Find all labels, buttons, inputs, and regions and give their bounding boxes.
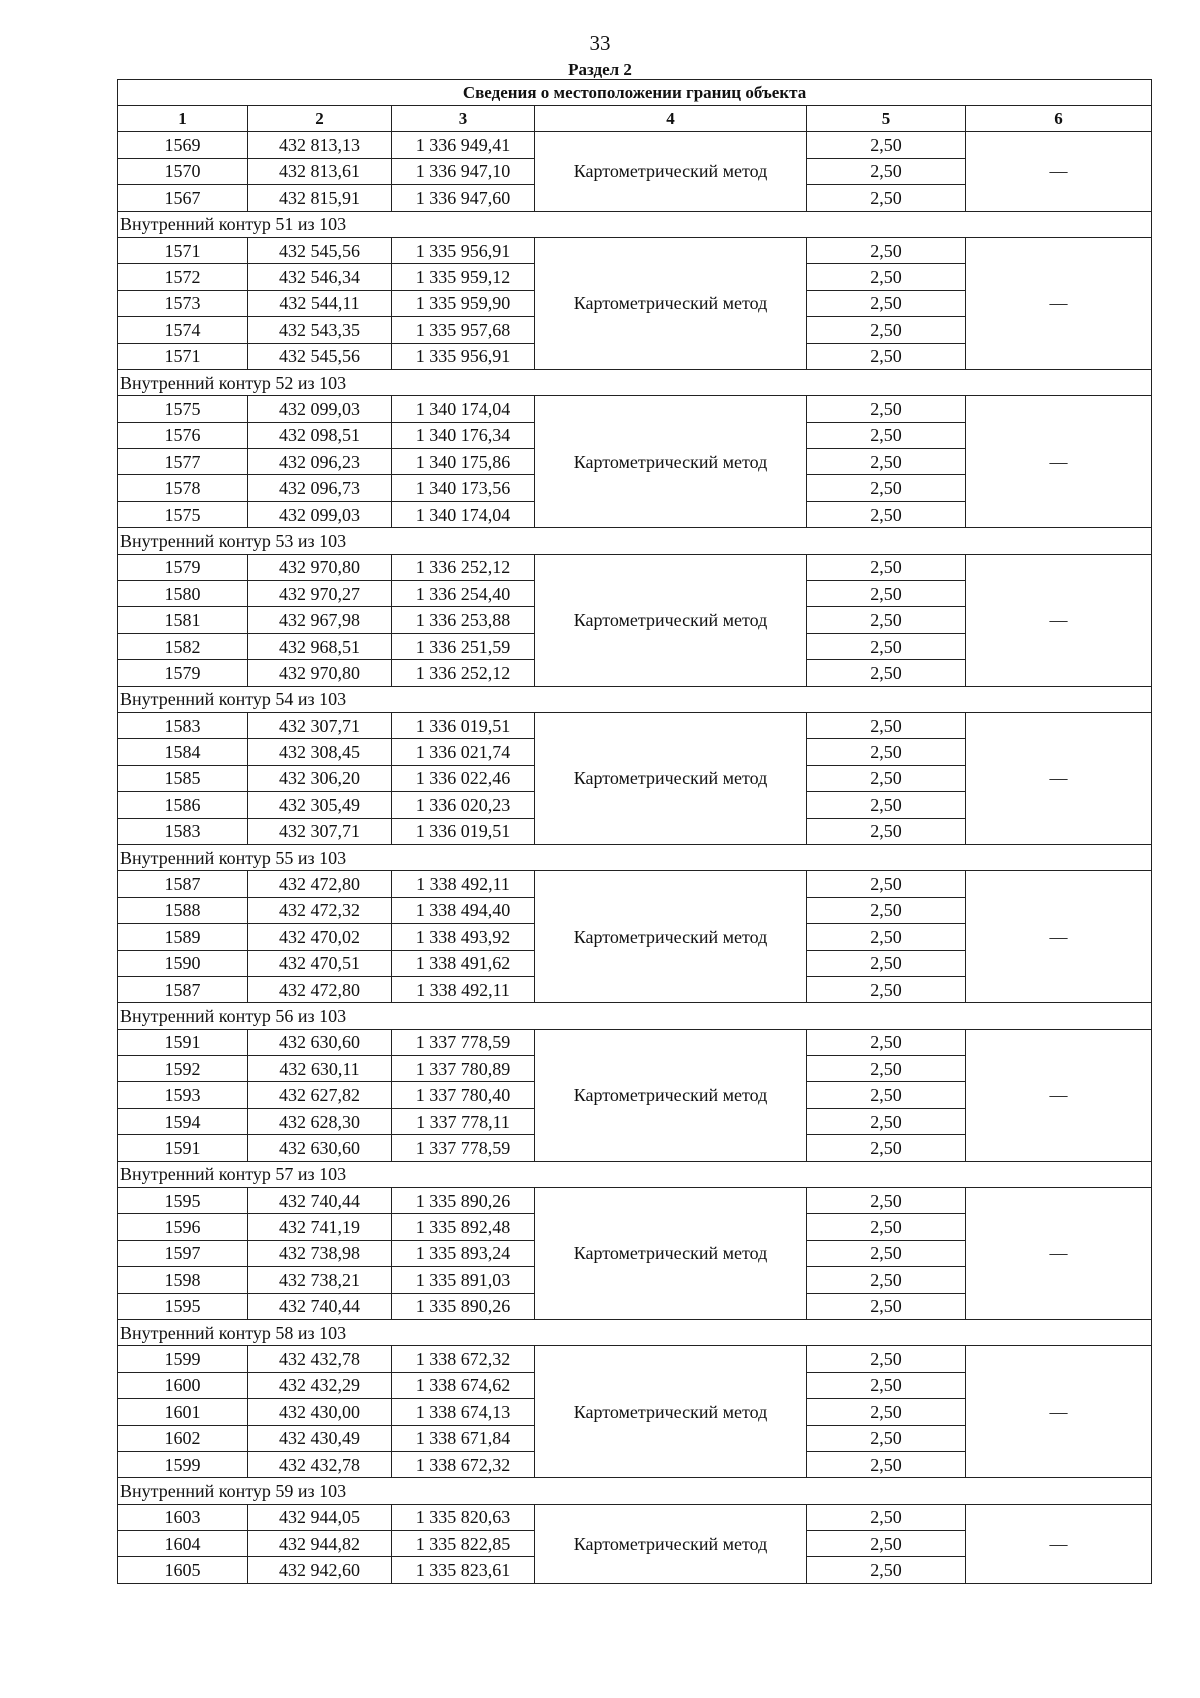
contour-row [118,844,1152,870]
x-coordinate-cell: 432 470,02 [248,924,392,950]
method-cell: Картометрический метод [535,1029,807,1161]
point-number-cell: 1599 [118,1451,248,1477]
accuracy-cell: 2,50 [807,554,966,580]
accuracy-cell: 2,50 [807,343,966,369]
y-coordinate-cell: 1 336 252,12 [392,554,535,580]
accuracy-cell: 2,50 [807,449,966,475]
x-coordinate-cell: 432 306,20 [248,765,392,791]
table-row [118,712,1152,738]
y-coordinate-cell: 1 338 672,32 [392,1346,535,1372]
contour-row [118,369,1152,395]
contour-label: Внутренний контур 56 из 103 [118,1003,1152,1029]
column-header: 4 [535,106,807,132]
table-row [118,1504,1152,1530]
contour-row [118,1003,1152,1029]
point-number-cell: 1599 [118,1346,248,1372]
accuracy-cell: 2,50 [807,1531,966,1557]
point-number-cell: 1592 [118,1056,248,1082]
point-number-cell: 1594 [118,1108,248,1134]
point-number-cell: 1577 [118,449,248,475]
y-coordinate-cell: 1 340 174,04 [392,501,535,527]
point-number-cell: 1574 [118,317,248,343]
point-number-cell: 1589 [118,924,248,950]
contour-label: Внутренний контур 54 из 103 [118,686,1152,712]
x-coordinate-cell: 432 545,56 [248,343,392,369]
x-coordinate-cell: 432 740,44 [248,1293,392,1319]
x-coordinate-cell: 432 307,71 [248,818,392,844]
point-number-cell: 1587 [118,976,248,1002]
accuracy-cell: 2,50 [807,1346,966,1372]
point-number-cell: 1591 [118,1135,248,1161]
x-coordinate-cell: 432 968,51 [248,633,392,659]
x-coordinate-cell: 432 308,45 [248,739,392,765]
table-row [118,1346,1152,1372]
point-number-cell: 1588 [118,897,248,923]
accuracy-cell: 2,50 [807,132,966,158]
column-header: 2 [248,106,392,132]
accuracy-cell: 2,50 [807,1504,966,1530]
y-coordinate-cell: 1 338 492,11 [392,871,535,897]
accuracy-cell: 2,50 [807,1240,966,1266]
y-coordinate-cell: 1 338 492,11 [392,976,535,1002]
contour-label: Внутренний контур 58 из 103 [118,1319,1152,1345]
accuracy-cell: 2,50 [807,1557,966,1584]
page-number: 33 [589,31,611,55]
point-number-cell: 1602 [118,1425,248,1451]
x-coordinate-cell: 432 944,82 [248,1531,392,1557]
accuracy-cell: 2,50 [807,1399,966,1425]
point-number-cell: 1596 [118,1214,248,1240]
column-6-cell: — [966,1029,1152,1161]
point-number-cell: 1572 [118,264,248,290]
y-coordinate-cell: 1 337 778,59 [392,1135,535,1161]
contour-row [118,1161,1152,1187]
y-coordinate-cell: 1 335 957,68 [392,317,535,343]
table-row [118,554,1152,580]
accuracy-cell: 2,50 [807,1214,966,1240]
method-cell: Картометрический метод [535,396,807,528]
table-row [118,132,1152,158]
y-coordinate-cell: 1 335 956,91 [392,343,535,369]
y-coordinate-cell: 1 335 893,24 [392,1240,535,1266]
accuracy-cell: 2,50 [807,1293,966,1319]
contour-label: Внутренний контур 53 из 103 [118,528,1152,554]
accuracy-cell: 2,50 [807,1425,966,1451]
accuracy-cell: 2,50 [807,818,966,844]
x-coordinate-cell: 432 098,51 [248,422,392,448]
accuracy-cell: 2,50 [807,581,966,607]
table-title: Сведения о местоположении границ объекта [118,80,1152,106]
point-number-cell: 1571 [118,343,248,369]
x-coordinate-cell: 432 096,23 [248,449,392,475]
accuracy-cell: 2,50 [807,712,966,738]
table-title-row [118,80,1152,106]
y-coordinate-cell: 1 335 822,85 [392,1531,535,1557]
x-coordinate-cell: 432 630,11 [248,1056,392,1082]
point-number-cell: 1583 [118,818,248,844]
y-coordinate-cell: 1 340 173,56 [392,475,535,501]
x-coordinate-cell: 432 627,82 [248,1082,392,1108]
method-cell: Картометрический метод [535,132,807,211]
y-coordinate-cell: 1 335 959,90 [392,290,535,316]
y-coordinate-cell: 1 336 022,46 [392,765,535,791]
point-number-cell: 1587 [118,871,248,897]
table-body [118,132,1152,1584]
column-6-cell: — [966,1188,1152,1320]
table-row [118,396,1152,422]
column-6-cell: — [966,132,1152,211]
table-row [118,1188,1152,1214]
point-number-cell: 1567 [118,185,248,211]
accuracy-cell: 2,50 [807,1082,966,1108]
x-coordinate-cell: 432 970,27 [248,581,392,607]
point-number-cell: 1575 [118,396,248,422]
accuracy-cell: 2,50 [807,396,966,422]
table-row [118,871,1152,897]
accuracy-cell: 2,50 [807,607,966,633]
y-coordinate-cell: 1 335 890,26 [392,1293,535,1319]
x-coordinate-cell: 432 970,80 [248,554,392,580]
y-coordinate-cell: 1 335 956,91 [392,237,535,263]
column-6-cell: — [966,712,1152,844]
y-coordinate-cell: 1 337 778,11 [392,1108,535,1134]
accuracy-cell: 2,50 [807,765,966,791]
column-header-row [118,106,1152,132]
contour-row [118,1319,1152,1345]
x-coordinate-cell: 432 545,56 [248,237,392,263]
column-6-cell: — [966,1504,1152,1584]
accuracy-cell: 2,50 [807,475,966,501]
accuracy-cell: 2,50 [807,924,966,950]
y-coordinate-cell: 1 338 494,40 [392,897,535,923]
method-cell: Картометрический метод [535,1346,807,1478]
point-number-cell: 1583 [118,712,248,738]
y-coordinate-cell: 1 338 493,92 [392,924,535,950]
accuracy-cell: 2,50 [807,950,966,976]
contour-row [118,528,1152,554]
accuracy-cell: 2,50 [807,501,966,527]
column-header: 5 [807,106,966,132]
x-coordinate-cell: 432 430,49 [248,1425,392,1451]
column-6-cell: — [966,554,1152,686]
y-coordinate-cell: 1 336 019,51 [392,712,535,738]
x-coordinate-cell: 432 096,73 [248,475,392,501]
point-number-cell: 1585 [118,765,248,791]
accuracy-cell: 2,50 [807,185,966,211]
x-coordinate-cell: 432 942,60 [248,1557,392,1584]
point-number-cell: 1593 [118,1082,248,1108]
x-coordinate-cell: 432 740,44 [248,1188,392,1214]
y-coordinate-cell: 1 336 254,40 [392,581,535,607]
contour-label: Внутренний контур 59 из 103 [118,1478,1152,1504]
method-cell: Картометрический метод [535,712,807,844]
accuracy-cell: 2,50 [807,871,966,897]
point-number-cell: 1578 [118,475,248,501]
method-cell: Картометрический метод [535,871,807,1003]
x-coordinate-cell: 432 741,19 [248,1214,392,1240]
accuracy-cell: 2,50 [807,976,966,1002]
accuracy-cell: 2,50 [807,1451,966,1477]
contour-label: Внутренний контур 55 из 103 [118,844,1152,870]
method-cell: Картометрический метод [535,554,807,686]
y-coordinate-cell: 1 337 780,40 [392,1082,535,1108]
y-coordinate-cell: 1 338 674,13 [392,1399,535,1425]
point-number-cell: 1597 [118,1240,248,1266]
point-number-cell: 1573 [118,290,248,316]
accuracy-cell: 2,50 [807,1188,966,1214]
accuracy-cell: 2,50 [807,1108,966,1134]
point-number-cell: 1579 [118,660,248,686]
y-coordinate-cell: 1 338 491,62 [392,950,535,976]
accuracy-cell: 2,50 [807,317,966,343]
contour-row [118,686,1152,712]
column-header: 1 [118,106,248,132]
x-coordinate-cell: 432 628,30 [248,1108,392,1134]
point-number-cell: 1582 [118,633,248,659]
method-cell: Картометрический метод [535,237,807,369]
point-number-cell: 1601 [118,1399,248,1425]
point-number-cell: 1600 [118,1372,248,1398]
accuracy-cell: 2,50 [807,158,966,184]
x-coordinate-cell: 432 544,11 [248,290,392,316]
accuracy-cell: 2,50 [807,633,966,659]
y-coordinate-cell: 1 336 252,12 [392,660,535,686]
y-coordinate-cell: 1 335 890,26 [392,1188,535,1214]
y-coordinate-cell: 1 340 175,86 [392,449,535,475]
y-coordinate-cell: 1 335 959,12 [392,264,535,290]
section-title: Раздел 2 [568,60,632,79]
x-coordinate-cell: 432 543,35 [248,317,392,343]
column-6-cell: — [966,1346,1152,1478]
point-number-cell: 1581 [118,607,248,633]
contour-row [118,1478,1152,1504]
y-coordinate-cell: 1 338 674,62 [392,1372,535,1398]
y-coordinate-cell: 1 336 947,10 [392,158,535,184]
table-row [118,237,1152,263]
point-number-cell: 1584 [118,739,248,765]
point-number-cell: 1586 [118,792,248,818]
x-coordinate-cell: 432 546,34 [248,264,392,290]
accuracy-cell: 2,50 [807,1372,966,1398]
accuracy-cell: 2,50 [807,660,966,686]
point-number-cell: 1571 [118,237,248,263]
accuracy-cell: 2,50 [807,1135,966,1161]
contour-label: Внутренний контур 52 из 103 [118,369,1152,395]
point-number-cell: 1576 [118,422,248,448]
accuracy-cell: 2,50 [807,237,966,263]
x-coordinate-cell: 432 305,49 [248,792,392,818]
y-coordinate-cell: 1 335 892,48 [392,1214,535,1240]
y-coordinate-cell: 1 337 780,89 [392,1056,535,1082]
x-coordinate-cell: 432 813,61 [248,158,392,184]
x-coordinate-cell: 432 432,29 [248,1372,392,1398]
x-coordinate-cell: 432 099,03 [248,501,392,527]
x-coordinate-cell: 432 099,03 [248,396,392,422]
point-number-cell: 1595 [118,1188,248,1214]
x-coordinate-cell: 432 813,13 [248,132,392,158]
x-coordinate-cell: 432 738,21 [248,1267,392,1293]
x-coordinate-cell: 432 430,00 [248,1399,392,1425]
x-coordinate-cell: 432 970,80 [248,660,392,686]
y-coordinate-cell: 1 336 021,74 [392,739,535,765]
accuracy-cell: 2,50 [807,1056,966,1082]
y-coordinate-cell: 1 336 947,60 [392,185,535,211]
accuracy-cell: 2,50 [807,422,966,448]
x-coordinate-cell: 432 432,78 [248,1451,392,1477]
y-coordinate-cell: 1 335 891,03 [392,1267,535,1293]
x-coordinate-cell: 432 630,60 [248,1029,392,1055]
method-cell: Картометрический метод [535,1504,807,1584]
x-coordinate-cell: 432 472,32 [248,897,392,923]
x-coordinate-cell: 432 472,80 [248,871,392,897]
y-coordinate-cell: 1 337 778,59 [392,1029,535,1055]
x-coordinate-cell: 432 738,98 [248,1240,392,1266]
x-coordinate-cell: 432 815,91 [248,185,392,211]
point-number-cell: 1575 [118,501,248,527]
point-number-cell: 1580 [118,581,248,607]
accuracy-cell: 2,50 [807,290,966,316]
accuracy-cell: 2,50 [807,739,966,765]
accuracy-cell: 2,50 [807,897,966,923]
accuracy-cell: 2,50 [807,1267,966,1293]
accuracy-cell: 2,50 [807,264,966,290]
point-number-cell: 1603 [118,1504,248,1530]
x-coordinate-cell: 432 944,05 [248,1504,392,1530]
method-cell: Картометрический метод [535,1188,807,1320]
contour-label: Внутренний контур 57 из 103 [118,1161,1152,1187]
x-coordinate-cell: 432 967,98 [248,607,392,633]
point-number-cell: 1604 [118,1531,248,1557]
y-coordinate-cell: 1 336 251,59 [392,633,535,659]
column-header: 6 [966,106,1152,132]
table-row [118,1029,1152,1055]
point-number-cell: 1598 [118,1267,248,1293]
accuracy-cell: 2,50 [807,1029,966,1055]
accuracy-cell: 2,50 [807,792,966,818]
point-number-cell: 1570 [118,158,248,184]
y-coordinate-cell: 1 335 823,61 [392,1557,535,1584]
column-6-cell: — [966,237,1152,369]
y-coordinate-cell: 1 340 174,04 [392,396,535,422]
y-coordinate-cell: 1 336 019,51 [392,818,535,844]
point-number-cell: 1591 [118,1029,248,1055]
y-coordinate-cell: 1 336 253,88 [392,607,535,633]
boundary-table [117,79,1152,1584]
point-number-cell: 1605 [118,1557,248,1584]
x-coordinate-cell: 432 630,60 [248,1135,392,1161]
x-coordinate-cell: 432 472,80 [248,976,392,1002]
column-6-cell: — [966,871,1152,1003]
point-number-cell: 1590 [118,950,248,976]
contour-label: Внутренний контур 51 из 103 [118,211,1152,237]
y-coordinate-cell: 1 336 949,41 [392,132,535,158]
y-coordinate-cell: 1 336 020,23 [392,792,535,818]
x-coordinate-cell: 432 307,71 [248,712,392,738]
contour-row [118,211,1152,237]
column-6-cell: — [966,396,1152,528]
x-coordinate-cell: 432 432,78 [248,1346,392,1372]
y-coordinate-cell: 1 335 820,63 [392,1504,535,1530]
y-coordinate-cell: 1 338 672,32 [392,1451,535,1477]
y-coordinate-cell: 1 338 671,84 [392,1425,535,1451]
x-coordinate-cell: 432 470,51 [248,950,392,976]
point-number-cell: 1579 [118,554,248,580]
point-number-cell: 1569 [118,132,248,158]
y-coordinate-cell: 1 340 176,34 [392,422,535,448]
point-number-cell: 1595 [118,1293,248,1319]
column-header: 3 [392,106,535,132]
